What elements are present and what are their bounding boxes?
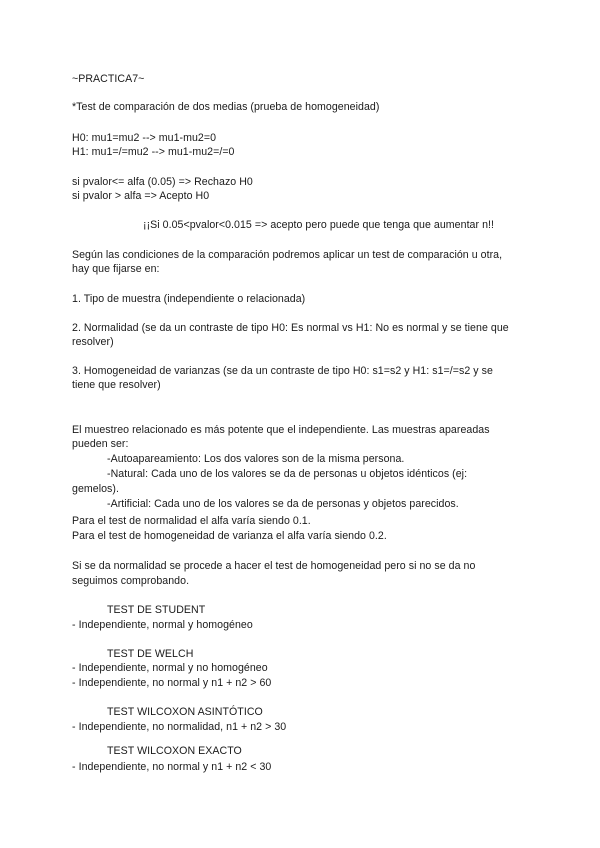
hypothesis-h0: H0: mu1=mu2 --> mu1-mu2=0 (72, 132, 217, 144)
test-heading-welch: TEST DE WELCH (107, 648, 194, 660)
paired-type-auto: -Autoapareamiento: Los dos valores son de la misma persona. (107, 453, 405, 465)
test-condition: - Independiente, no normal y n1 + n2 < 30 (72, 761, 272, 773)
conditions-intro-line: Según las condiciones de la comparación podremos aplicar un test de comparación u otra, (72, 249, 503, 261)
paired-sampling-text: El muestreo relacionado es más potente que el independiente. Las muestras apareadas (72, 424, 490, 436)
procedure-text: seguimos comprobando. (72, 575, 190, 587)
test-heading-student: TEST DE STUDENT (107, 604, 206, 616)
test-condition: - Independiente, no normalidad, n1 + n2 > 30 (72, 721, 287, 733)
conditions-intro-line: hay que fijarse en: (72, 263, 160, 275)
paired-type-natural-cont: gemelos). (72, 483, 119, 495)
decision-note: ¡¡Si 0.05<pvalor<0.015 => acepto pero puede que tenga que aumentar n!! (143, 219, 494, 231)
test-condition: - Independiente, normal y homogéneo (72, 619, 253, 631)
procedure-text: Si se da normalidad se procede a hacer el test de homogeneidad pero si no se da no (72, 560, 476, 572)
condition-item-homogeneity: 3. Homogeneidad de varianzas (se da un contraste de tipo H0: s1=s2 y H1: s1=/=s2 y se (72, 365, 493, 377)
test-heading-wilcoxon-exact: TEST WILCOXON EXACTO (107, 745, 242, 757)
section-heading: *Test de comparación de dos medias (prueba de homogeneidad) (72, 101, 380, 113)
decision-rule-accept: si pvalor > alfa => Acepto H0 (72, 190, 210, 202)
condition-item-homogeneity-cont: tiene que resolver) (72, 379, 161, 391)
condition-item-sample-type: 1. Tipo de muestra (independiente o relacionada) (72, 293, 306, 305)
condition-item-normality-cont: resolver) (72, 336, 114, 348)
document-title: ~PRACTICA7~ (72, 73, 145, 85)
test-condition: - Independiente, no normal y n1 + n2 > 60 (72, 677, 272, 689)
paired-sampling-text: pueden ser: (72, 438, 129, 450)
condition-item-normality: 2. Normalidad (se da un contraste de tipo H0: Es normal vs H1: No es normal y se tiene que (72, 322, 509, 334)
paired-type-artificial: -Artificial: Cada uno de los valores se da de personas y objetos parecidos. (107, 498, 459, 510)
test-condition: - Independiente, normal y no homogéneo (72, 662, 268, 674)
hypothesis-h1: H1: mu1=/=mu2 --> mu1-mu2=/=0 (72, 146, 235, 158)
paired-type-natural: -Natural: Cada uno de los valores se da de personas u objetos idénticos (ej: (107, 468, 468, 480)
decision-rule-reject: si pvalor<= alfa (0.05) => Rechazo H0 (72, 176, 253, 188)
alpha-homogeneity-note: Para el test de homogeneidad de varianza el alfa varía siendo 0.2. (72, 530, 387, 542)
alpha-normality-note: Para el test de normalidad el alfa varía siendo 0.1. (72, 515, 311, 527)
test-heading-wilcoxon-asymptotic: TEST WILCOXON ASINTÓTICO (107, 706, 263, 718)
